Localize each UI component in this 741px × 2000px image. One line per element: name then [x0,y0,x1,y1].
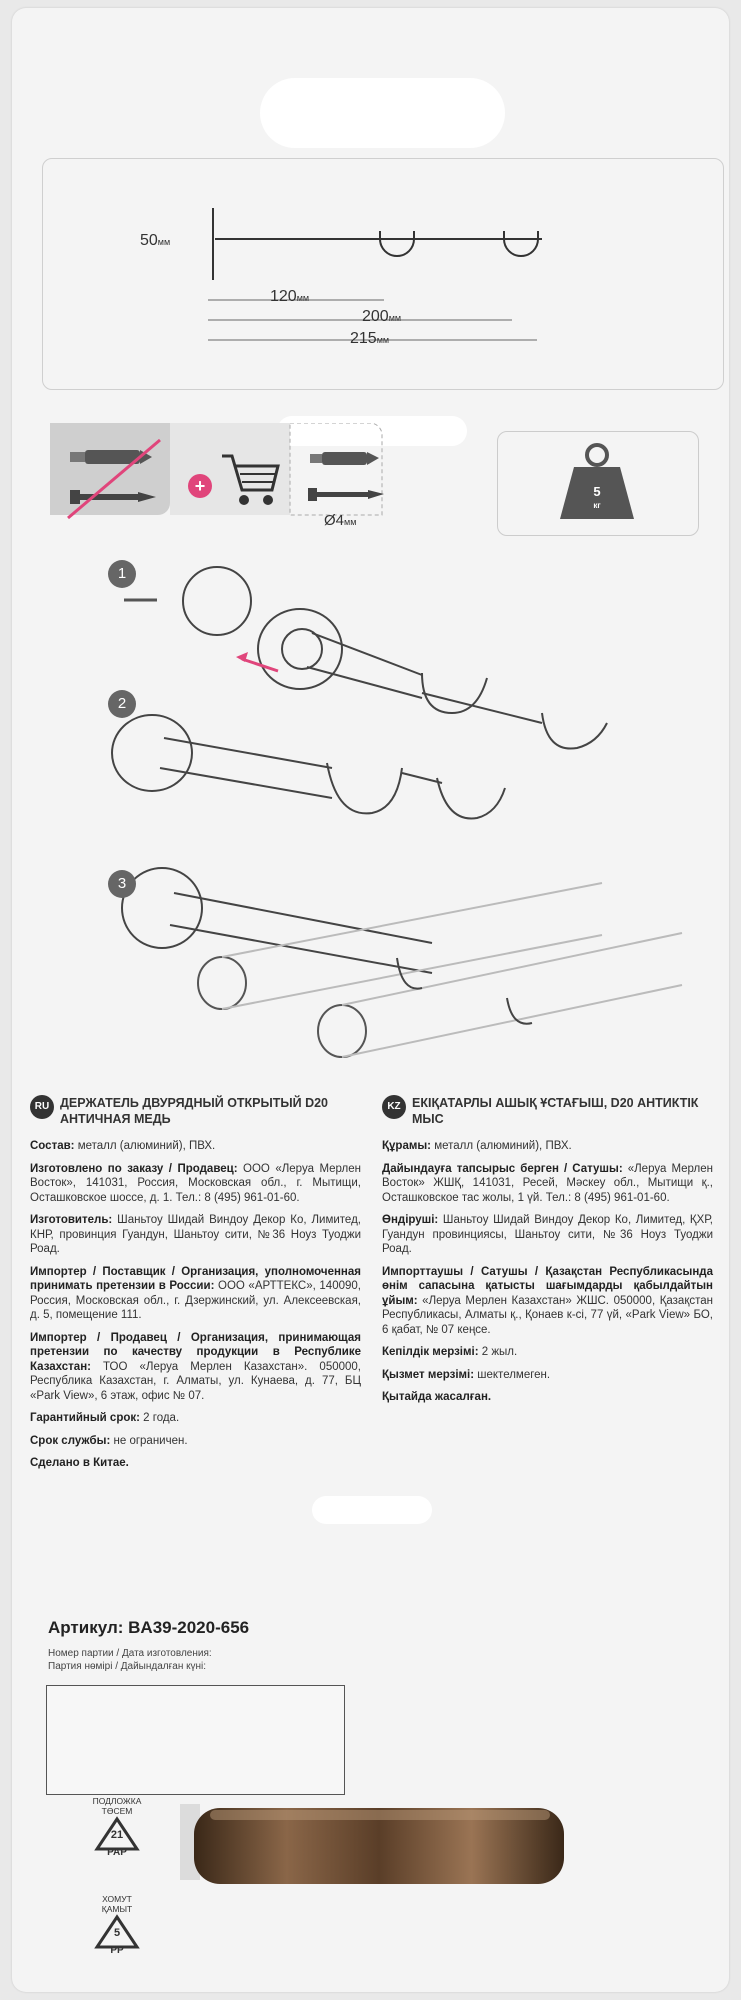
packaging-card [12,8,729,1992]
ru-seller: Изготовлено по заказу / Продавец: ООО «Леруа Мерлен Восток», 141031, Россия, Московская обл., г. Мытищи, Осташковское шоссе, д. 1. Тел.: 8 (495) 961-01-60. [30,1162,362,1204]
ru-composition: Состав: металл (алюминий), ПВХ. [30,1140,216,1152]
dimension-200: 200мм [362,308,402,325]
plus-icon: + [188,474,212,498]
step-1-badge: 1 [108,560,136,588]
dimension-120: 120мм [270,288,310,305]
step-3-illustration [122,868,682,1057]
step-1-illustration [124,567,607,749]
ru-title: ДЕРЖАТЕЛЬ ДВУРЯДНЫЙ ОТКРЫТЫЙ D20 АНТИЧНАЯ МЕДЬ [60,1096,329,1126]
batch-kz-label: Партия нөмірі / Дайындалған күні: [48,1661,207,1672]
bottom-slot [312,1496,432,1524]
ru-manufacturer: Изготовитель: Шаньтоу Шидай Виндоу Декор Ко, Лимитед, КНР, провинция Гуандун, Шаньтоу сити, №36 Ноуз Туоджи Роад. [30,1214,361,1255]
ru-badge: RU [30,1095,54,1119]
kz-importer: Импорттаушы / Сатушы / Қазақстан Республикасында өнім сапасына қатысты шағымдарды қабылдайтын ұйым: «Леруа Мерлен Казахстан» ЖШС. 050000, Қазақстан Республикасы, Алматы қ., Қонаев к-сі, 77 үй, «Park View» БО, 6 қабат, № 07 кеңсе. [382,1265,713,1336]
article-number: Артикул: BA39-2020-656 [48,1618,250,1637]
ru-warranty: Гарантийный срок: 2 года. [30,1412,180,1424]
anchor-screw-icon [302,444,392,514]
batch-ru-label: Номер партии / Дата изготовления: [48,1648,212,1659]
anchor-screw-crossed-icon [60,436,170,526]
kz-seller: Дайындауға тапсырыс берген / Сатушы: «Леруа Мерлен Восток» ЖШҚ, 141031, Ресей, Мәскеу обл., Мытищи қ., Осташковское тас жолы, 1 үй. Тел.: 8 (495) 961-01-60. [382,1162,714,1204]
kz-title: ЕКІҚАТАРЛЫ АШЫҚ ҰСТАҒЫШ, D20 АНТИКТІК МЫС [412,1096,699,1126]
installation-steps [102,553,702,1083]
kz-manufacturer: Өндіруші: Шаньтоу Шидай Виндоу Декор Ко, Лимитед, ҚХР, Гуандун провинциясы, Шаньтоу сити, №36 Ноуз Туоджи Роад. [382,1214,713,1255]
step-2-illustration [112,715,505,819]
recycle-pap: ПОДЛОЖКА ТӨСЕМ 21 PAP [92,1796,142,1858]
shopping-cart-icon [220,448,280,513]
ru-importer-kz: Импортер / Продавец / Организация, принимающая претензии по качеству продукции в Республике Казахстан: ТОО «Леруа Мерлен Казахстан». 050000, Республика Казахстан, г. Алматы, ул. Кунаева, д. 77, БЦ «Park View», 6 этаж, офис № 07. [30,1331,361,1402]
kz-warranty: Кепілдік мерзімі: 2 жыл. [382,1346,518,1358]
kz-section [382,1095,713,1413]
ru-service-life: Срок службы: не ограничен. [30,1434,188,1447]
dimension-215: 215мм [350,330,390,347]
screw-diameter: Ø4мм [324,512,357,529]
step-3-badge: 3 [108,870,136,898]
kz-made-in: Қытайда жасалған. [382,1391,492,1403]
step-2-badge: 2 [108,690,136,718]
kz-composition: Құрамы: металл (алюминий), ПВХ. [382,1140,572,1152]
height-dimension: 50мм [140,232,171,249]
ru-importer: Импортер / Поставщик / Организация, уполномоченная принимать претензии в России: ООО «АРТТЕКС», 140090, Россия, Московская обл., г. Дзержинский, ул. Алексеевская, д. 5, помещение 111. [30,1265,361,1321]
batch-box [46,1685,345,1795]
kz-service-life: Қызмет мерзімі: шектелмеген. [382,1368,551,1381]
kz-badge: KZ [382,1095,406,1119]
ru-section [30,1095,361,1479]
recycle-pp: ХОМУТ ҚАМЫТ 5 PP [82,1894,152,1956]
ru-made-in: Сделано в Китае. [30,1457,129,1469]
product-bronze-disc [180,1798,580,1884]
weight-label: 5 кг [593,484,601,510]
